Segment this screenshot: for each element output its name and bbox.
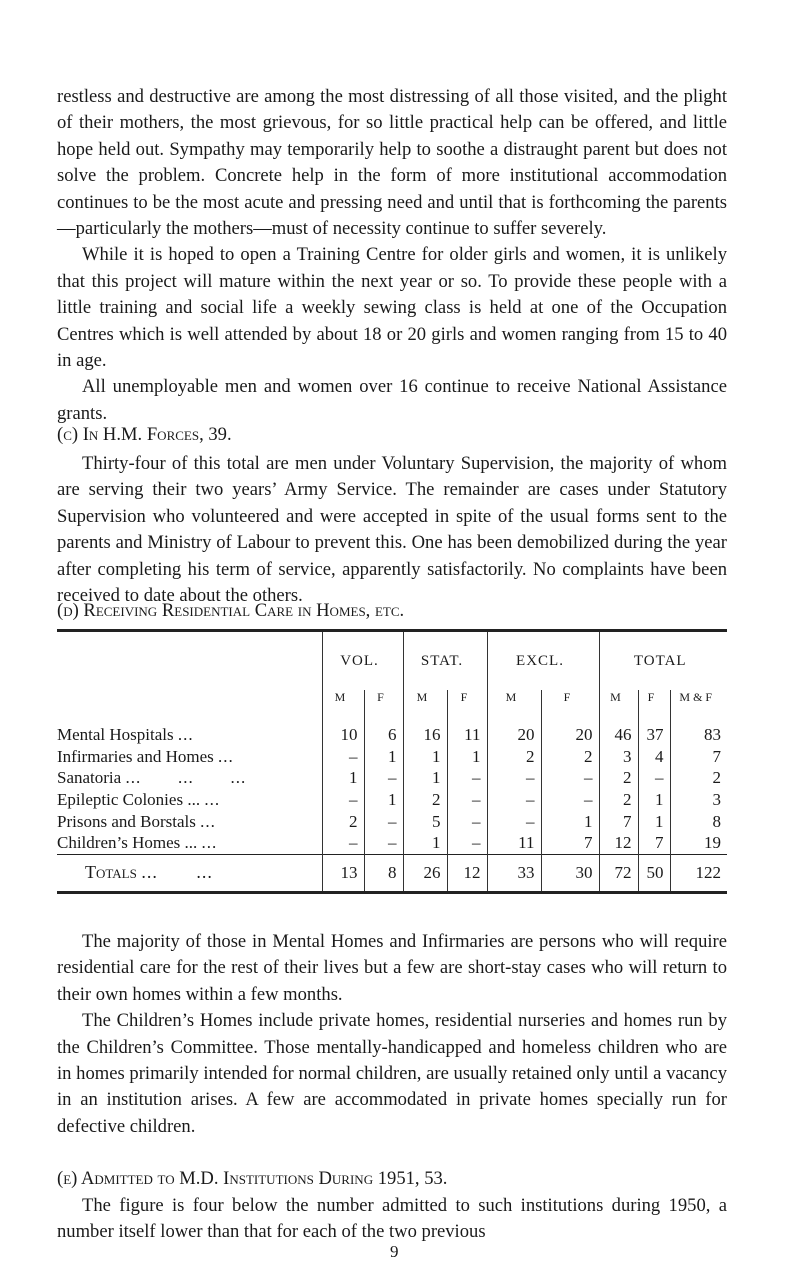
residential-care-table — [57, 629, 727, 894]
paragraph-md-institutions: The figure is four below the number admitted to such institutions during 1950, a number itself lower than that for each of the two previous — [57, 1195, 727, 1243]
subheader: M — [403, 690, 447, 724]
row-dots: ... ... ... — [125, 768, 247, 788]
cell: 37 — [638, 724, 670, 746]
cell: – — [487, 767, 541, 789]
total-cell: 50 — [638, 854, 670, 892]
cell: 16 — [403, 724, 447, 746]
group-vol: VOL. — [322, 631, 403, 691]
subheader: F — [541, 690, 599, 724]
cell: 1 — [638, 810, 670, 832]
cell: 11 — [447, 724, 487, 746]
row-label: Mental Hospitals — [57, 725, 174, 745]
group-excl: EXCL. — [487, 631, 599, 691]
cell: 6 — [364, 724, 403, 746]
cell: 12 — [599, 832, 638, 854]
cell: 2 — [403, 789, 447, 811]
cell: 20 — [541, 724, 599, 746]
cell: – — [447, 810, 487, 832]
row-dots: ... — [200, 811, 216, 831]
cell: – — [364, 767, 403, 789]
subheader: M — [599, 690, 638, 724]
table-row — [57, 832, 727, 854]
paragraph-hm-forces: Thirty-four of this total are men under Voluntary Supervision, the majority of whom are serving their two years’ Army Service. The remainder are cases under Statutory Supervision who volunteered and were accepted in spite of the usual forms sent to the parents and Ministry of Labour to prevent this. One has been demobilized during the year after completing his term of service, apparently satisfactorily. No complaints have been received to date about the others. — [57, 453, 727, 607]
cell: 3 — [599, 746, 638, 768]
cell: 11 — [487, 832, 541, 854]
after-table-text — [57, 929, 727, 1140]
cell: – — [447, 767, 487, 789]
subheader: M — [322, 690, 364, 724]
subheader: M — [487, 690, 541, 724]
cell: 8 — [670, 810, 727, 832]
totals-dots: ... ... — [141, 862, 213, 883]
cell: – — [541, 789, 599, 811]
cell: 2 — [670, 767, 727, 789]
cell: 1 — [364, 789, 403, 811]
cell: 2 — [322, 810, 364, 832]
hm-forces-text — [57, 451, 727, 609]
subheader: F — [447, 690, 487, 724]
cell: – — [447, 832, 487, 854]
paragraph-childrens-homes: The Children’s Homes include private homes, residential nurseries and homes run by the Children’s Committee. Those mentally-handicapped and homeless children who are in homes primarily intended for normal children, are usually retained only until a vacancy in an institution arises. A few are accommodated in private homes specially run for defective children. — [57, 1010, 727, 1137]
group-stat: STAT. — [403, 631, 487, 691]
row-dots: ... — [217, 746, 234, 766]
heading-md-institutions: (e) Admitted to M.D. Institutions During 1951, 53. — [57, 1168, 448, 1189]
cell: 83 — [670, 724, 727, 746]
table-row — [57, 789, 727, 811]
row-label: Prisons and Borstals — [57, 811, 196, 831]
cell: 1 — [403, 767, 447, 789]
cell: – — [447, 789, 487, 811]
cell: – — [541, 767, 599, 789]
row-label: Children’s Homes ... — [57, 833, 198, 853]
table-row — [57, 746, 727, 768]
table-row — [57, 724, 727, 746]
cell: 46 — [599, 724, 638, 746]
cell: – — [364, 810, 403, 832]
cell: 1 — [403, 832, 447, 854]
total-cell: 72 — [599, 854, 638, 892]
cell: 1 — [447, 746, 487, 768]
cell: 19 — [670, 832, 727, 854]
cell: 20 — [487, 724, 541, 746]
paragraph-mental-homes: The majority of those in Mental Homes and Infirmaries are persons who will require residential care for the rest of their lives but a few are short-stay cases who will return to their own homes within a few months. — [57, 931, 727, 1005]
total-cell: 33 — [487, 854, 541, 892]
group-total: TOTAL — [599, 631, 727, 691]
cell: – — [322, 832, 364, 854]
cell: 1 — [322, 767, 364, 789]
subheader: F — [638, 690, 670, 724]
cell: – — [322, 746, 364, 768]
heading-hm-forces: (c) In H.M. Forces, 39. — [57, 424, 232, 445]
cell: 4 — [638, 746, 670, 768]
table-row — [57, 767, 727, 789]
cell: 1 — [364, 746, 403, 768]
cell: 7 — [541, 832, 599, 854]
paragraph-restless: restless and destructive are among the most distressing of all those visited, and the plight of their mothers, the most grievous, for so little practical help can be offered, and little hope held out. Sympathy may temporarily help to soothe a distraught parent but does not solve the problem. Concrete help in the form of more institutional accommodation continues to be the most acute and pressing need and until that is forthcoming the parents —particularly the mothers—must of necessity continue to suffer severely. — [57, 86, 727, 240]
cell: 2 — [599, 789, 638, 811]
cell: 10 — [322, 724, 364, 746]
row-dots: ... — [204, 790, 221, 810]
row-dots: ... — [177, 725, 194, 745]
md-institutions-text — [57, 1193, 727, 1246]
cell: – — [487, 789, 541, 811]
cell: – — [364, 832, 403, 854]
cell: – — [322, 789, 364, 811]
page-number: 9 — [390, 1242, 399, 1261]
cell: 1 — [638, 789, 670, 811]
total-cell: 12 — [447, 854, 487, 892]
intro-text — [57, 84, 727, 427]
row-label: Sanatoria — [57, 768, 122, 788]
cell: – — [638, 767, 670, 789]
total-cell: 13 — [322, 854, 364, 892]
cell: 5 — [403, 810, 447, 832]
cell: 1 — [403, 746, 447, 768]
table-row — [57, 810, 727, 832]
cell: 1 — [541, 810, 599, 832]
total-cell: 30 — [541, 854, 599, 892]
totals-row — [57, 854, 727, 892]
cell: 2 — [487, 746, 541, 768]
row-label: Epileptic Colonies ... — [57, 790, 201, 810]
total-cell: 26 — [403, 854, 447, 892]
cell: 7 — [599, 810, 638, 832]
cell: – — [487, 810, 541, 832]
cell: 2 — [541, 746, 599, 768]
heading-residential-care: (d) Receiving Residential Care in Homes, etc. — [57, 600, 405, 621]
row-dots: ... — [201, 833, 218, 853]
totals-label: Totals — [85, 862, 137, 883]
subheader: F — [364, 690, 403, 724]
row-label: Infirmaries and Homes — [57, 746, 214, 766]
cell: 7 — [670, 746, 727, 768]
paragraph-national-assistance: All unemployable men and women over 16 continue to receive National Assistance grants. — [57, 376, 727, 424]
cell: 7 — [638, 832, 670, 854]
cell: 3 — [670, 789, 727, 811]
paragraph-training-centre: While it is hoped to open a Training Centre for older girls and women, it is unlikely that this project will mature within the next year or so. To provide these people with a little training and social life a weekly sewing class is held at one of the Occupation Centres which is well attended by about 18 or 20 girls and women ranging from 15 to 40 in age. — [57, 244, 727, 372]
total-cell: 122 — [670, 854, 727, 892]
subheader: M & F — [670, 690, 727, 724]
cell: 2 — [599, 767, 638, 789]
total-cell: 8 — [364, 854, 403, 892]
